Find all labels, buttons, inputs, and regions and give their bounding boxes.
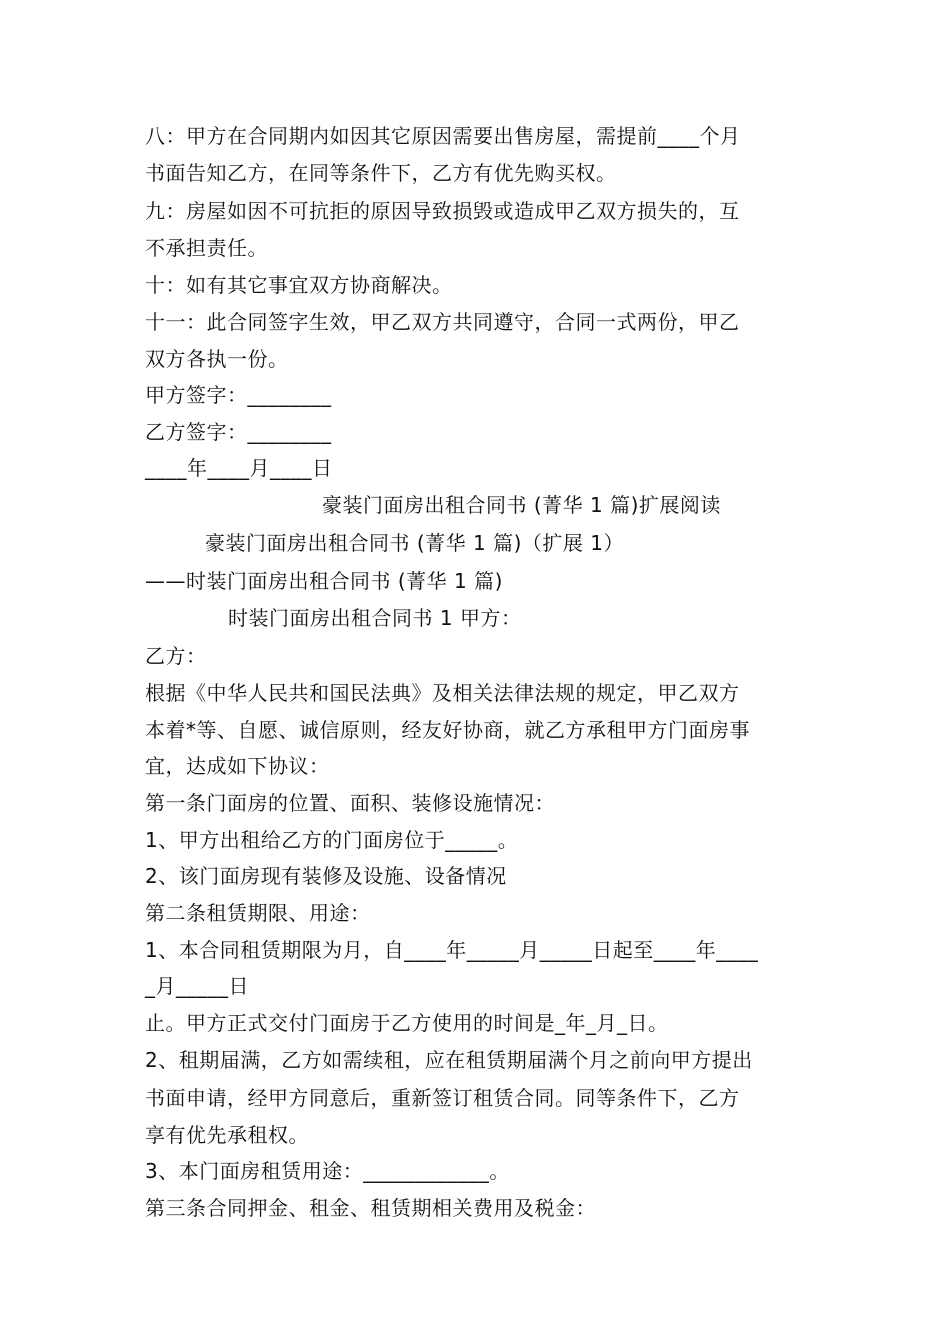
- article-1-heading: 第一条门面房的位置、面积、装修设施情况：: [145, 791, 555, 815]
- signature-date: ____年____月____日: [145, 456, 333, 480]
- article-3-heading: 第三条合同押金、租金、租赁期相关费用及税金：: [145, 1196, 596, 1220]
- article-2-item-1-line-2: _月_____日: [145, 974, 249, 998]
- clause-8-line-1: 八：甲方在合同期内如因其它原因需要出售房屋，需提前____个月: [145, 124, 741, 148]
- article-2-item-1-line-1: 1、本合同租赁期限为月，自____年_____月_____日起至____年____: [145, 938, 759, 962]
- preamble-line-2: 本着*等、自愿、诚信原则，经友好协商，就乙方承租甲方门面房事: [145, 718, 750, 742]
- party-b-signature: 乙方签字：________: [145, 420, 332, 444]
- extension-subtitle: ——时装门面房出租合同书 (菁华 1 篇): [145, 569, 503, 593]
- clause-10: 十：如有其它事宜双方协商解决。: [145, 273, 453, 297]
- extension-1-title: 豪装门面房出租合同书 (菁华 1 篇)（扩展 1）: [205, 531, 624, 555]
- article-2-item-3: 3、本门面房租赁用途：____________。: [145, 1159, 510, 1183]
- contract-heading-party-a: 时装门面房出租合同书 1 甲方：: [228, 606, 522, 630]
- party-a-signature: 甲方签字：________: [145, 383, 332, 407]
- clause-8-line-2: 书面告知乙方，在同等条件下，乙方有优先购买权。: [145, 161, 617, 185]
- article-1-item-2: 2、该门面房现有装修及设施、设备情况: [145, 864, 507, 888]
- article-1-item-1: 1、甲方出租给乙方的门面房位于_____。: [145, 828, 519, 852]
- extended-reading-title: 豪装门面房出租合同书 (菁华 1 篇)扩展阅读: [322, 493, 721, 517]
- clause-11-line-1: 十一：此合同签字生效，甲乙双方共同遵守，合同一式两份，甲乙: [145, 310, 740, 334]
- clause-9-line-2: 不承担责任。: [145, 236, 268, 260]
- article-2-item-2-line-1: 2、租期届满，乙方如需续租，应在租赁期届满个月之前向甲方提出: [145, 1048, 753, 1072]
- clause-9-line-1: 九：房屋如因不可抗拒的原因导致损毁或造成甲乙双方损失的，互: [145, 199, 740, 223]
- preamble-line-3: 宜，达成如下协议：: [145, 754, 330, 778]
- party-b-label: 乙方：: [145, 644, 207, 668]
- article-2-item-2-line-3: 享有优先承租权。: [145, 1123, 309, 1147]
- article-2-item-2-line-2: 书面申请，经甲方同意后，重新签订租赁合同。同等条件下，乙方: [145, 1086, 740, 1110]
- article-2-heading: 第二条租赁期限、用途：: [145, 901, 371, 925]
- clause-11-line-2: 双方各执一份。: [145, 347, 289, 371]
- article-2-item-1-line-3: 止。甲方正式交付门面房于乙方使用的时间是_年_月_日。: [145, 1011, 669, 1035]
- preamble-line-1: 根据《中华人民共和国民法典》及相关法律法规的规定，甲乙双方: [145, 681, 740, 705]
